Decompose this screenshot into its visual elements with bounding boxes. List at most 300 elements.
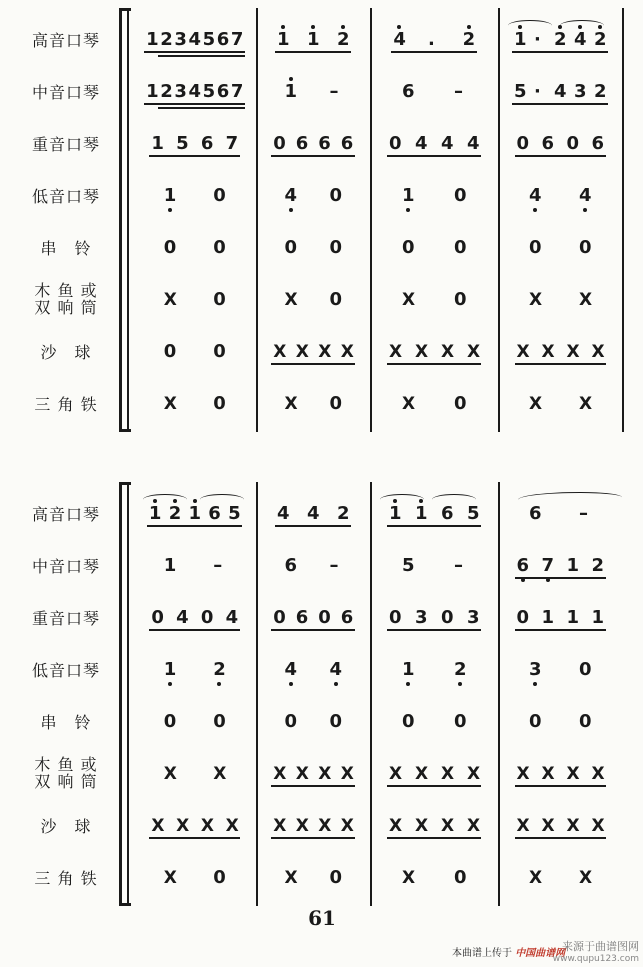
note: 6 <box>402 81 415 102</box>
beam-underline <box>149 837 239 839</box>
note: 6 <box>441 503 454 524</box>
percussion-hit: X <box>516 342 530 362</box>
staff-row-woodblock <box>0 281 643 320</box>
note: 0 <box>402 237 415 258</box>
measure <box>145 336 244 372</box>
note: 0 <box>579 659 592 680</box>
percussion-hit: X <box>163 764 177 784</box>
note: 6 <box>591 133 605 154</box>
percussion-hit: X <box>415 816 429 836</box>
slur <box>560 20 604 31</box>
percussion-hit: X <box>579 290 593 310</box>
note: 0 <box>579 711 592 732</box>
instrument-name-line1: 木 鱼 或 <box>34 755 98 774</box>
measure <box>268 654 358 690</box>
note: 0 <box>566 133 580 154</box>
percussion-hit: X <box>402 290 416 310</box>
slur <box>200 494 244 505</box>
note: 0 <box>163 237 177 258</box>
measure <box>145 180 244 216</box>
note: 6 <box>541 133 555 154</box>
note: 3 <box>174 81 187 102</box>
note: 4 <box>329 659 343 680</box>
measure <box>510 654 610 690</box>
note: 5 <box>176 133 189 154</box>
note: 1 <box>284 81 298 102</box>
measure <box>510 862 610 898</box>
note: 0 <box>329 393 343 414</box>
beam-underline <box>515 785 606 787</box>
instrument-name-line1: 三 角 铁 <box>34 869 98 888</box>
note: 2 <box>337 29 350 50</box>
note: 7 <box>230 29 244 50</box>
measure <box>268 758 358 794</box>
percussion-hit: X <box>541 816 555 836</box>
beam-underline <box>275 525 351 527</box>
octave-dot-low <box>334 682 338 686</box>
percussion-hit: X <box>516 816 530 836</box>
percussion-hit: X <box>516 764 530 784</box>
measure <box>382 706 486 742</box>
note: 1 <box>514 29 527 50</box>
note: 2 <box>160 29 173 50</box>
instrument-name-line1: 三 角 铁 <box>34 395 98 414</box>
slur <box>143 494 187 505</box>
note: 0 <box>213 185 226 206</box>
beam-underline <box>515 837 606 839</box>
note: 0 <box>273 133 286 154</box>
note: 6 <box>295 607 309 628</box>
note: – <box>329 555 339 576</box>
octave-dot-high <box>289 77 293 81</box>
note: 0 <box>454 237 467 258</box>
measure <box>382 76 486 112</box>
percussion-hit: X <box>284 394 298 414</box>
note: 0 <box>163 711 177 732</box>
note: 4 <box>176 607 189 628</box>
percussion-hit: X <box>318 816 332 836</box>
measure <box>268 128 358 164</box>
slur <box>508 20 552 31</box>
measure <box>268 706 358 742</box>
beam-underline <box>147 525 242 527</box>
percussion-hit: X <box>273 764 287 784</box>
beam-underline <box>512 51 608 53</box>
bracket-cap-top <box>119 8 131 11</box>
note: 0 <box>213 289 226 310</box>
measure <box>382 232 486 268</box>
measure <box>510 602 610 638</box>
note: 7 <box>230 81 244 102</box>
measure <box>145 862 244 898</box>
octave-dot-low <box>168 682 172 686</box>
note: 0 <box>329 237 343 258</box>
octave-dot-high <box>467 25 471 29</box>
percussion-hit: X <box>541 342 555 362</box>
measure <box>145 232 244 268</box>
note: 1 <box>163 659 177 680</box>
percussion-hit: X <box>389 342 403 362</box>
instrument-name-line1: 沙 球 <box>40 817 92 836</box>
measure <box>268 810 358 846</box>
note: 1 <box>402 185 415 206</box>
bracket-cap-bottom <box>119 429 131 432</box>
octave-dot-low <box>217 682 221 686</box>
note: 0 <box>213 867 226 888</box>
measure <box>382 654 486 690</box>
percussion-hit: X <box>591 816 605 836</box>
slur <box>380 494 424 505</box>
note: 6 <box>529 503 542 524</box>
note: 5 <box>467 503 480 524</box>
staff-row-mid-harmonica <box>0 550 643 586</box>
note: 2 <box>594 81 607 102</box>
beam-underline <box>271 785 355 787</box>
note: 5 <box>228 503 241 524</box>
percussion-hit: X <box>151 816 165 836</box>
measure <box>145 758 244 794</box>
note: 2 <box>213 659 226 680</box>
bracket-cap-top <box>119 482 131 485</box>
tie-to-next <box>518 492 622 505</box>
note: 0 <box>318 607 331 628</box>
measure <box>268 284 358 320</box>
measure <box>268 232 358 268</box>
beam-underline <box>515 155 606 157</box>
note: 2 <box>591 555 605 576</box>
percussion-hit: X <box>529 868 543 888</box>
note: 6 <box>208 503 221 524</box>
measure <box>145 810 244 846</box>
percussion-hit: X <box>340 816 354 836</box>
note: 4 <box>225 607 239 628</box>
note: 4 <box>284 659 298 680</box>
score-system-1 <box>0 8 643 428</box>
measure <box>382 810 486 846</box>
octave-dot-low <box>583 208 587 212</box>
note: 0 <box>213 237 226 258</box>
staff-row-high-harmonica <box>0 24 643 60</box>
beam-underline <box>515 363 606 365</box>
percussion-hit: X <box>579 868 593 888</box>
watermark-source-text: 来源于曲谱图网 <box>562 940 639 953</box>
measure <box>268 862 358 898</box>
percussion-hit: X <box>213 764 227 784</box>
note: 2 <box>337 503 350 524</box>
note: 4 <box>554 81 567 102</box>
beam-underline <box>149 155 239 157</box>
note: 0 <box>329 867 343 888</box>
brand-logo-text[interactable]: 中国曲谱网 <box>515 948 566 959</box>
percussion-hit: X <box>318 764 332 784</box>
measure <box>382 24 486 60</box>
measure <box>382 284 486 320</box>
note: 6 <box>516 555 530 576</box>
slur <box>432 494 476 505</box>
note: 0 <box>389 133 402 154</box>
percussion-hit: X <box>529 290 543 310</box>
note: 5 <box>202 81 216 102</box>
percussion-hit: X <box>295 816 309 836</box>
staff-row-bass-harmonica <box>0 654 643 690</box>
beam-underline <box>387 629 481 631</box>
octave-dot-high <box>193 499 197 503</box>
note: 3 <box>174 29 187 50</box>
note: 6 <box>216 81 230 102</box>
note: – <box>579 503 588 524</box>
measure <box>510 550 610 586</box>
note: 5 <box>514 81 527 102</box>
percussion-hit: X <box>163 868 177 888</box>
percussion-hit: X <box>273 342 287 362</box>
staff-row-bass-harmonica <box>0 180 643 216</box>
percussion-hit: X <box>541 764 555 784</box>
note: 0 <box>389 607 402 628</box>
note: 4 <box>415 133 428 154</box>
beam-underline <box>271 629 355 631</box>
staff-row-chord-harmonica <box>0 128 643 164</box>
measure <box>145 388 244 424</box>
beam-underline <box>387 155 481 157</box>
measure <box>145 602 244 638</box>
note: 1 <box>389 503 402 524</box>
note: – <box>454 81 463 102</box>
note: 0 <box>213 393 226 414</box>
measure <box>268 602 358 638</box>
note: 0 <box>454 867 467 888</box>
note: 0 <box>454 711 467 732</box>
note: 0 <box>454 289 467 310</box>
beam-underline <box>271 363 355 365</box>
note: 1 <box>146 29 159 50</box>
note: 0 <box>329 289 343 310</box>
note: 4 <box>467 133 480 154</box>
beam-underline <box>271 837 355 839</box>
percussion-hit: X <box>566 342 580 362</box>
note: 0 <box>529 237 542 258</box>
note: 1 <box>415 503 428 524</box>
percussion-hit: X <box>340 342 354 362</box>
note: 2 <box>160 81 173 102</box>
percussion-hit: X <box>318 342 332 362</box>
note: 1 <box>188 503 202 524</box>
percussion-hit: X <box>176 816 190 836</box>
note: 0 <box>402 711 415 732</box>
note: 4 <box>284 185 298 206</box>
beam-underline <box>387 363 481 365</box>
percussion-hit: X <box>415 764 429 784</box>
note: 0 <box>579 237 592 258</box>
note: 4 <box>188 81 202 102</box>
measure <box>268 388 358 424</box>
octave-dot-low <box>533 682 537 686</box>
note: 1 <box>163 555 177 576</box>
footer-upload-note <box>452 944 565 959</box>
percussion-hit: X <box>200 816 214 836</box>
instrument-name-line1: 中音口琴 <box>31 557 100 576</box>
staff-row-maracas <box>0 810 643 846</box>
note: · <box>534 29 541 50</box>
percussion-hit: X <box>591 342 605 362</box>
source-watermark <box>553 938 639 964</box>
beam-underline <box>515 629 606 631</box>
beam-underline <box>271 155 355 157</box>
note: – <box>454 555 463 576</box>
beam-underline <box>387 837 481 839</box>
note: 3 <box>415 607 428 628</box>
measure <box>145 654 244 690</box>
measure <box>510 810 610 846</box>
note: 1 <box>146 81 159 102</box>
percussion-hit: X <box>579 394 593 414</box>
staff-row-maracas <box>0 336 643 372</box>
measure <box>268 498 358 534</box>
percussion-hit: X <box>591 764 605 784</box>
note: 0 <box>151 607 164 628</box>
octave-dot-high <box>341 25 345 29</box>
note: 0 <box>329 185 343 206</box>
note: 0 <box>200 607 214 628</box>
measure <box>145 706 244 742</box>
percussion-hit: X <box>467 764 481 784</box>
note: 6 <box>318 133 331 154</box>
note: 4 <box>188 29 202 50</box>
percussion-hit: X <box>340 764 354 784</box>
percussion-hit: X <box>295 764 309 784</box>
staff-row-bells <box>0 232 643 268</box>
page-number: 61 <box>308 906 336 930</box>
percussion-hit: X <box>467 816 481 836</box>
measure <box>145 76 244 112</box>
octave-dot-low <box>289 208 293 212</box>
staff-row-woodblock <box>0 755 643 794</box>
measure <box>268 180 358 216</box>
bracket-cap-bottom <box>119 903 131 906</box>
staff-row-triangle <box>0 862 643 898</box>
beam-underline <box>515 577 606 579</box>
percussion-hit: X <box>389 764 403 784</box>
octave-dot-low <box>168 208 172 212</box>
note: 3 <box>574 81 587 102</box>
note: 4 <box>393 29 406 50</box>
measure <box>382 550 486 586</box>
note: 0 <box>441 607 454 628</box>
percussion-hit: X <box>163 394 177 414</box>
note: 5 <box>402 555 415 576</box>
percussion-hit: X <box>402 868 416 888</box>
measure <box>145 284 244 320</box>
note: 7 <box>541 555 555 576</box>
beam-underline <box>391 51 476 53</box>
note: 4 <box>574 29 587 50</box>
note: 0 <box>273 607 286 628</box>
measure <box>382 758 486 794</box>
measure <box>382 388 486 424</box>
beam-underline <box>149 629 239 631</box>
octave-dot-low <box>458 682 462 686</box>
octave-dot-low <box>533 208 537 212</box>
note: 1 <box>163 185 177 206</box>
upload-text: 本曲谱上传于 <box>452 948 512 959</box>
percussion-hit: X <box>295 342 309 362</box>
note: 4 <box>277 503 290 524</box>
note: 0 <box>284 237 298 258</box>
measure <box>510 336 610 372</box>
note: 2 <box>168 503 182 524</box>
measure <box>268 24 358 60</box>
note: 5 <box>202 29 216 50</box>
note: · <box>534 81 541 102</box>
percussion-hit: X <box>389 816 403 836</box>
instrument-name-line1: 高音口琴 <box>31 505 100 524</box>
instrument-name-line2: 双 响 筒 <box>34 772 98 791</box>
note: 1 <box>566 607 580 628</box>
note: 0 <box>516 133 530 154</box>
beam-underline <box>275 51 351 53</box>
octave-dot-low <box>406 208 410 212</box>
staff-row-triangle <box>0 388 643 424</box>
percussion-hit: X <box>529 394 543 414</box>
note: 6 <box>295 133 309 154</box>
note: 6 <box>216 29 230 50</box>
beam-underline-double <box>158 55 245 57</box>
measure <box>510 232 610 268</box>
measure <box>382 180 486 216</box>
note: 0 <box>454 393 467 414</box>
measure <box>382 602 486 638</box>
beam-underline <box>144 51 245 53</box>
instrument-name-line1: 低音口琴 <box>31 661 100 680</box>
note: 2 <box>462 29 476 50</box>
percussion-hit: X <box>284 868 298 888</box>
note: 0 <box>284 711 298 732</box>
note: 4 <box>307 503 320 524</box>
measure <box>510 180 610 216</box>
percussion-hit: X <box>284 290 298 310</box>
note: 0 <box>516 607 530 628</box>
note: 1 <box>541 607 555 628</box>
watermark-url[interactable]: www.qupu123.com <box>552 954 639 964</box>
note: 4 <box>441 133 454 154</box>
beam-underline <box>144 103 245 105</box>
note: 1 <box>151 133 164 154</box>
instrument-name-line1: 串 铃 <box>40 713 92 732</box>
note: 1 <box>148 503 162 524</box>
measure <box>510 388 610 424</box>
measure <box>145 24 244 60</box>
note: 3 <box>467 607 480 628</box>
note: 1 <box>402 659 415 680</box>
percussion-hit: X <box>566 816 580 836</box>
beam-underline-double <box>158 107 245 109</box>
percussion-hit: X <box>441 764 455 784</box>
note: 6 <box>340 607 354 628</box>
note: 0 <box>213 341 226 362</box>
note: 6 <box>200 133 214 154</box>
octave-dot-low <box>289 682 293 686</box>
measure <box>268 550 358 586</box>
measure <box>145 128 244 164</box>
note: . <box>428 29 435 50</box>
instrument-name-line1: 串 铃 <box>40 239 92 258</box>
instrument-name-line1: 低音口琴 <box>31 187 100 206</box>
note: 0 <box>454 185 467 206</box>
octave-dot-low <box>406 682 410 686</box>
instrument-name-line1: 重音口琴 <box>31 135 100 154</box>
instrument-name-line1: 木 鱼 或 <box>34 281 98 300</box>
measure <box>510 76 610 112</box>
note: 6 <box>284 555 298 576</box>
